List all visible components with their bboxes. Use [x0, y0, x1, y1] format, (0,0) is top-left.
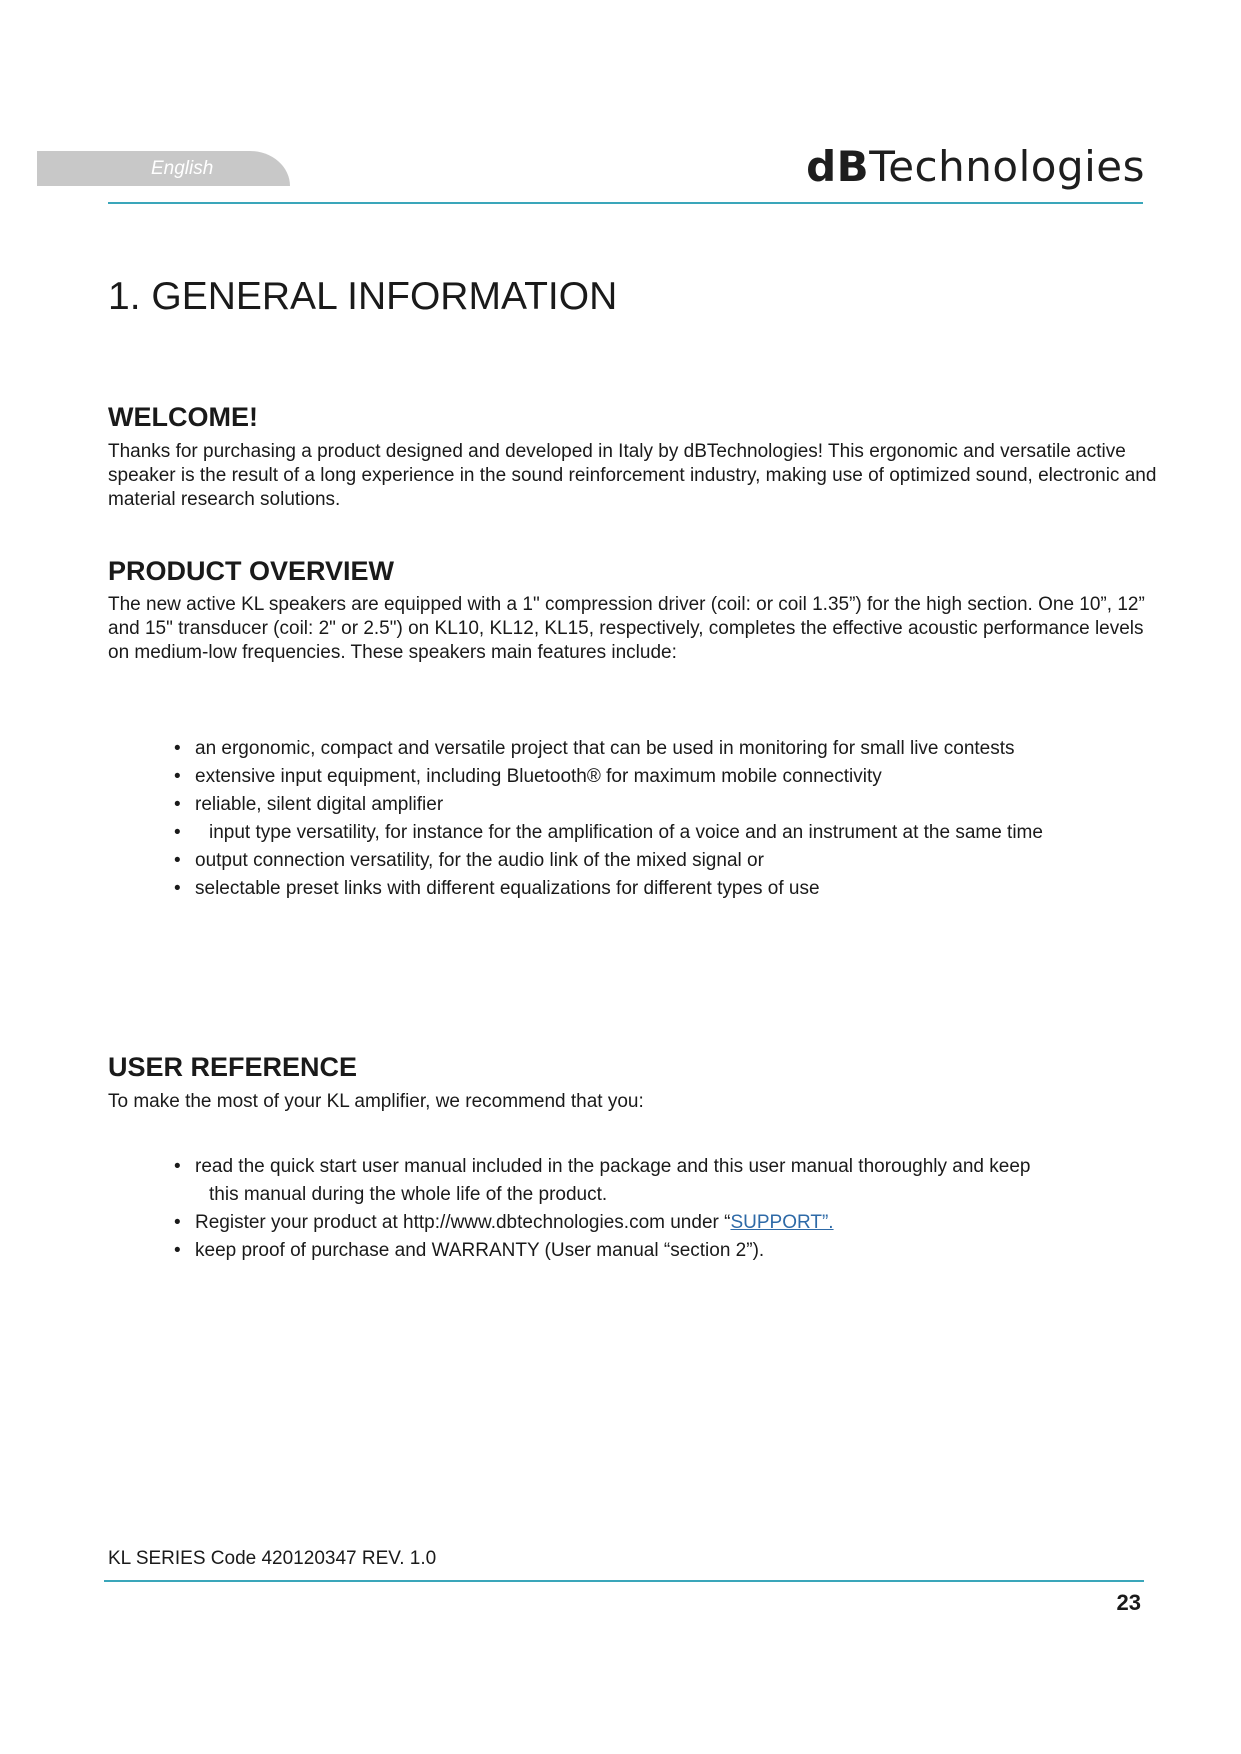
bullet-icon: •	[174, 1212, 181, 1233]
feature-list	[170, 735, 1170, 903]
list-item	[170, 875, 1170, 903]
feature-text: output connection versatility, for the audio link of the mixed signal or	[195, 850, 764, 871]
bullet-icon: •	[174, 794, 181, 815]
list-item	[170, 1209, 1170, 1237]
feature-text: extensive input equipment, including Bluetooth® for maximum mobile connectivity	[195, 766, 882, 787]
overview-heading: PRODUCT OVERVIEW	[108, 556, 395, 586]
document-code: KL SERIES Code 420120347 REV. 1.0	[108, 1548, 437, 1569]
list-item	[170, 763, 1170, 791]
brand-logo	[806, 142, 1145, 191]
recommendation-text: Register your product at http://www.dbtechnologies.com under “	[195, 1212, 731, 1233]
bullet-icon: •	[174, 1156, 181, 1177]
user-reference-intro: To make the most of your KL amplifier, we recommend that you:	[108, 1091, 644, 1112]
feature-text: input type versatility, for instance for the amplification of a voice and an instrument at the same time	[209, 822, 1043, 843]
list-item	[170, 1237, 1170, 1265]
page-title: 1. GENERAL INFORMATION	[108, 275, 618, 318]
welcome-heading: WELCOME!	[108, 402, 258, 432]
user-reference-heading: USER REFERENCE	[108, 1052, 358, 1082]
feature-text: selectable preset links with different equalizations for different types of use	[195, 878, 820, 899]
bullet-icon: •	[174, 738, 181, 759]
recommendation-text-continued: this manual during the whole life of the product.	[209, 1184, 608, 1205]
recommendation-text: keep proof of purchase and WARRANTY (User manual “section 2”).	[195, 1240, 765, 1261]
bullet-icon: •	[174, 850, 181, 871]
welcome-text: Thanks for purchasing a product designed and developed in Italy by dBTechnologies! This ergonomic and versatile active speaker is the result of a long experience in the sound reinforcement industry, making use of optimized sound, electronic and material research solutions.	[108, 441, 1157, 510]
recommendation-list	[170, 1153, 1170, 1265]
logo-bold-part: dB	[806, 142, 870, 191]
list-item	[170, 791, 1170, 819]
page-number: 23	[1116, 1590, 1141, 1615]
feature-text: reliable, silent digital amplifier	[195, 794, 444, 815]
list-item	[170, 735, 1170, 763]
language-tab: English	[37, 151, 290, 186]
list-item	[170, 819, 1170, 847]
list-item	[170, 847, 1170, 875]
footer-divider	[104, 1580, 1144, 1582]
bullet-icon: •	[174, 878, 181, 899]
bullet-icon: •	[174, 1240, 181, 1261]
bullet-icon: •	[174, 822, 181, 843]
support-link[interactable]: SUPPORT”.	[730, 1212, 834, 1233]
feature-text: an ergonomic, compact and versatile project that can be used in monitoring for small live contests	[195, 738, 1015, 759]
logo-regular-part: Technologies	[869, 142, 1145, 191]
overview-text: The new active KL speakers are equipped with a 1" compression driver (coil: or coil 1.35”) for the high section. One 10”, 12” and 15" transducer (coil: 2" or 2.5") on KL10, KL12, KL15, respectively, completes the effective acoustic performance levels on medium-low frequencies. These speakers main features include:	[108, 594, 1145, 663]
recommendation-text: read the quick start user manual included in the package and this user manual thoroughly and keep	[195, 1156, 1031, 1177]
bullet-icon: •	[174, 766, 181, 787]
list-item	[170, 1153, 1170, 1209]
header-divider	[108, 202, 1143, 204]
